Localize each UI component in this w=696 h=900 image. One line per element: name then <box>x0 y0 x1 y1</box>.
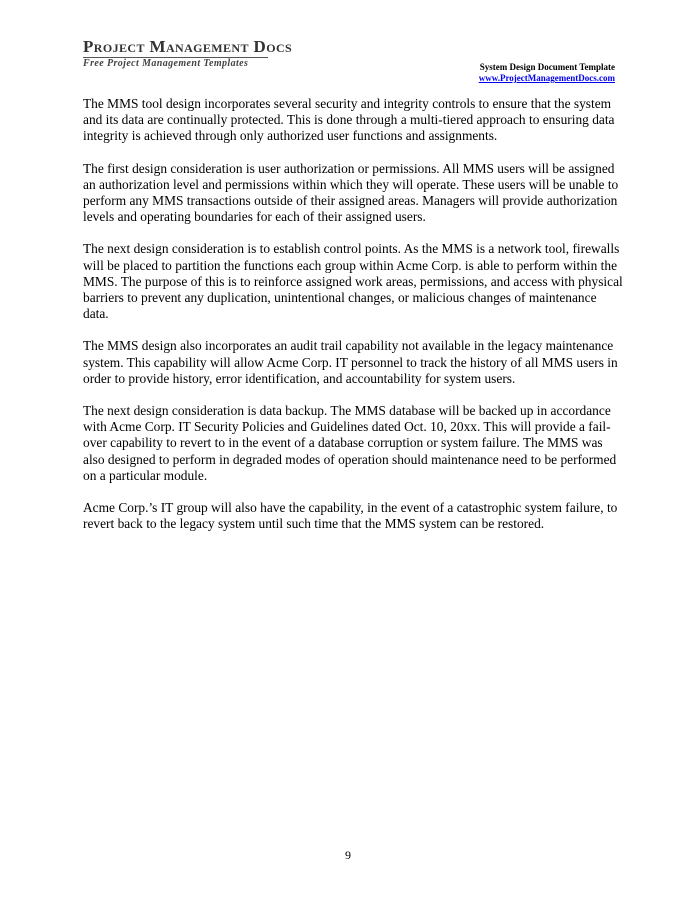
page-header <box>0 0 696 90</box>
header-doc-info <box>479 62 615 84</box>
page-number: 9 <box>345 848 351 862</box>
logo-title: Project Management Docs <box>83 37 293 56</box>
paragraph: The MMS design also incorporates an audit trail capability not available in the legacy maintenance system. This capability will allow Acme Corp. IT personnel to track the history of all MMS users in order to provide history, error identification, and accountability for system users. <box>83 338 618 386</box>
paragraph: Acme Corp.’s IT group will also have the capability, in the event of a catastrophic system failure, to revert back to the legacy system until such time that the MMS system can be restored. <box>83 500 618 532</box>
logo <box>83 38 292 70</box>
document-body <box>83 96 623 548</box>
paragraph: The next design consideration is data backup. The MMS database will be backed up in accordance with Acme Corp. IT Security Policies and Guidelines dated Oct. 10, 20xx. This will provide a fail-over capability to revert to in the event of a database corruption or system failure. The MMS was also designed to perform in degraded modes of operation should maintenance need to be performed on a particular module. <box>83 403 617 483</box>
doc-title: System Design Document Template <box>479 62 615 72</box>
paragraph: The next design consideration is to establish control points. As the MMS is a network tool, firewalls will be placed to partition the functions each group within Acme Corp. is able to perform within the MMS. The purpose of this is to reinforce assigned work areas, permissions, and access with physical barriers to prevent any duplication, unintentional changes, or malicious changes of maintenance data. <box>83 241 623 322</box>
paragraph: The first design consideration is user authorization or permissions. All MMS users will be assigned an authorization level and permissions within which they will operate. These users will be unable to perform any MMS transactions outside of their assigned areas. Managers will provide authorization levels and operating boundaries for each of their assigned users. <box>83 160 619 225</box>
logo-tagline: Free Project Management Templates <box>83 58 249 69</box>
paragraph: The MMS tool design incorporates several security and integrity controls to ensure that the system and its data are continually protected. This is done through a multi-tiered approach to ensuring data integrity is achieved through only authorized user functions and assignments. <box>83 96 615 144</box>
website-link[interactable]: www.ProjectManagementDocs.com <box>478 73 615 83</box>
